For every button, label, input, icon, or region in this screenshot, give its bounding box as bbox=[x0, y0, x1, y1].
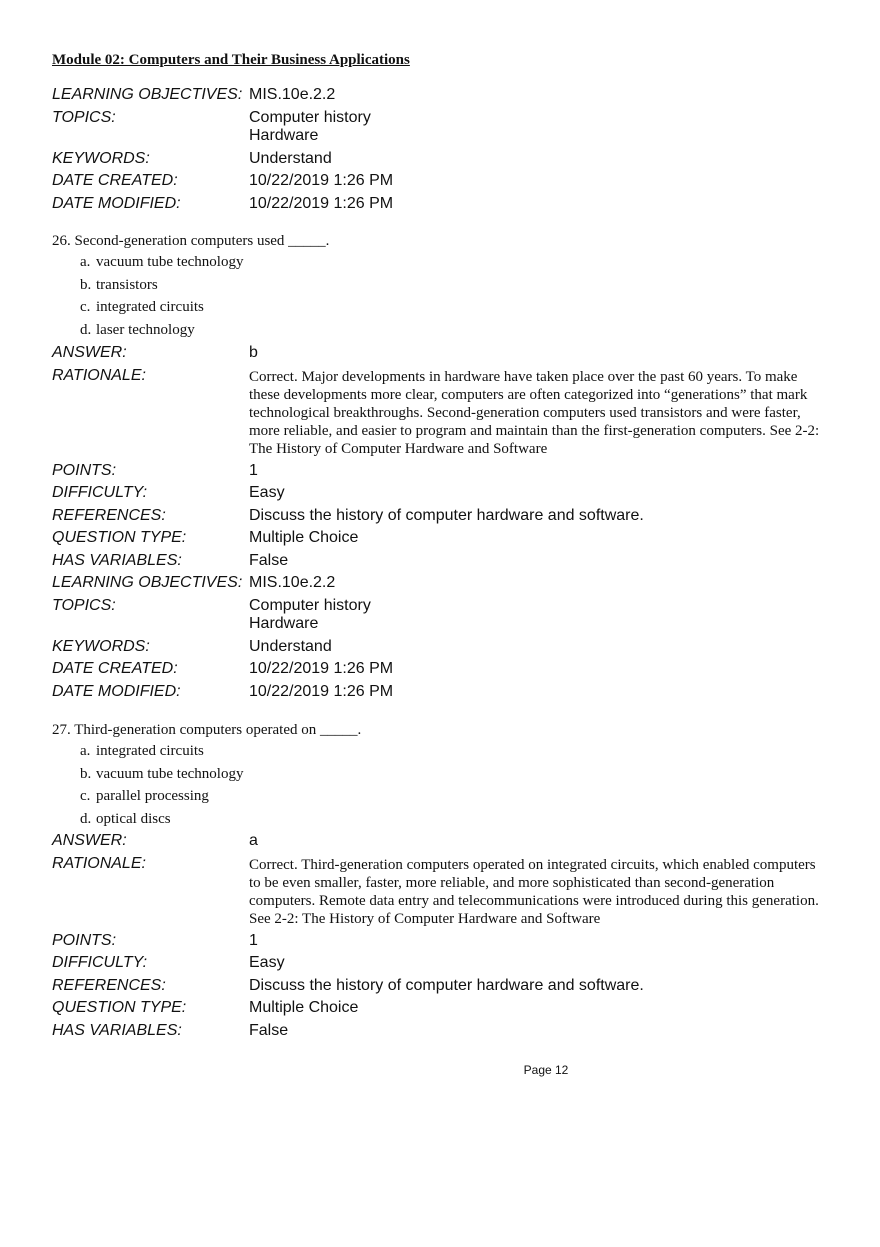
meta-value: False bbox=[249, 1021, 289, 1039]
rationale-text: Correct. Major developments in hardware have taken place over the past 60 years. To make these developments more clear, computers are often categorized into “generations” that mark technological breakthroughs. Second-generation computers used transistors and were faster, more reliable, and easier to program and maintain than the first-generation computers. See 2-2: The History of Computer Hardware and Software bbox=[249, 368, 820, 457]
meta-row-date-created bbox=[52, 170, 852, 193]
topic-item: Computer history bbox=[249, 108, 371, 126]
question-stem: 27. Third-generation computers operated on _____. bbox=[52, 722, 362, 738]
choice-b: b. transistors bbox=[80, 276, 158, 293]
meta-label: POINTS: bbox=[52, 931, 117, 949]
topic-item: Hardware bbox=[249, 126, 319, 144]
meta-row-rationale bbox=[52, 853, 852, 930]
meta-row-references bbox=[52, 975, 852, 998]
meta-value: Understand bbox=[249, 149, 332, 167]
meta-label: TOPICS: bbox=[52, 108, 116, 126]
meta-label: DATE MODIFIED: bbox=[52, 682, 181, 700]
meta-row-answer bbox=[52, 342, 852, 365]
meta-row-points bbox=[52, 930, 852, 953]
meta-label: TOPICS: bbox=[52, 596, 116, 614]
page-number: Page 12 bbox=[523, 1063, 569, 1077]
meta-row-keywords bbox=[52, 148, 852, 171]
choice-a: a. integrated circuits bbox=[80, 743, 204, 759]
meta-row-question-type bbox=[52, 527, 852, 550]
meta-value: 10/22/2019 1:26 PM bbox=[249, 682, 394, 700]
meta-label: DIFFICULTY: bbox=[52, 954, 148, 971]
question-26 bbox=[52, 231, 852, 341]
choice-d: d. laser technology bbox=[80, 321, 195, 338]
meta-label: POINTS: bbox=[52, 461, 117, 479]
rationale-text: Correct. Third-generation computers operated on integrated circuits, which enabled computers to be even smaller, faster, more reliable, and more sophisticated than second-generation computers. Remote data entry and telecommunications were introduced during this generation. See 2-2: The History of Computer Hardware and Software bbox=[249, 856, 819, 927]
meta-row-date-modified bbox=[52, 681, 852, 704]
meta-label: KEYWORDS: bbox=[52, 149, 150, 167]
answer-value: a bbox=[249, 832, 258, 849]
meta-row-points bbox=[52, 460, 852, 483]
meta-label: REFERENCES: bbox=[52, 976, 166, 994]
meta-label: DATE MODIFIED: bbox=[52, 194, 181, 212]
answer-value: b bbox=[249, 344, 258, 361]
meta-value: MIS.10e.2.2 bbox=[249, 86, 336, 103]
module-title: Module 02: Computers and Their Business Applications bbox=[52, 52, 410, 68]
meta-value: Understand bbox=[249, 637, 332, 655]
meta-label: QUESTION TYPE: bbox=[52, 999, 187, 1016]
question-27 bbox=[52, 720, 852, 830]
choice-c: c. integrated circuits bbox=[80, 299, 204, 315]
meta-value: False bbox=[249, 551, 289, 569]
meta-row-learning-objectives bbox=[52, 84, 852, 107]
meta-value bbox=[249, 107, 371, 148]
meta-row-date-modified bbox=[52, 193, 852, 216]
meta-value: Easy bbox=[249, 954, 285, 971]
meta-row-has-variables bbox=[52, 1020, 852, 1043]
meta-value: MIS.10e.2.2 bbox=[249, 574, 336, 591]
meta-label: DATE CREATED: bbox=[52, 172, 178, 189]
meta-label: HAS VARIABLES: bbox=[52, 1021, 182, 1039]
meta-label: QUESTION TYPE: bbox=[52, 529, 187, 546]
question-stem: 26. Second-generation computers used _____. bbox=[52, 233, 330, 249]
meta-label: LEARNING OBJECTIVES: bbox=[52, 86, 243, 103]
meta-label: DIFFICULTY: bbox=[52, 484, 148, 501]
meta-value: Multiple Choice bbox=[249, 529, 359, 546]
meta-row-answer bbox=[52, 830, 852, 853]
meta-row-keywords bbox=[52, 636, 852, 659]
meta-value: 10/22/2019 1:26 PM bbox=[249, 660, 394, 677]
choice-d: d. optical discs bbox=[80, 810, 171, 827]
choice-b: b. vacuum tube technology bbox=[80, 765, 244, 782]
meta-value: 1 bbox=[249, 931, 258, 949]
meta-label: DATE CREATED: bbox=[52, 660, 178, 677]
meta-row-question-type bbox=[52, 997, 852, 1020]
meta-row-topics bbox=[52, 107, 852, 148]
meta-value bbox=[249, 595, 371, 636]
meta-value: Easy bbox=[249, 484, 285, 501]
meta-label: LEARNING OBJECTIVES: bbox=[52, 574, 243, 591]
meta-value: Discuss the history of computer hardware and software. bbox=[249, 976, 644, 994]
meta-row-difficulty bbox=[52, 482, 852, 505]
meta-value: Discuss the history of computer hardware and software. bbox=[249, 506, 644, 524]
meta-row-difficulty bbox=[52, 952, 852, 975]
meta-label: HAS VARIABLES: bbox=[52, 551, 182, 569]
meta-row-date-created bbox=[52, 658, 852, 681]
meta-label: REFERENCES: bbox=[52, 506, 166, 524]
question-26-metadata bbox=[52, 342, 852, 703]
meta-label: RATIONALE: bbox=[52, 366, 146, 384]
meta-label: KEYWORDS: bbox=[52, 637, 150, 655]
meta-row-references bbox=[52, 505, 852, 528]
meta-row-has-variables bbox=[52, 550, 852, 573]
meta-label: ANSWER: bbox=[52, 832, 127, 849]
choice-c: c. parallel processing bbox=[80, 788, 209, 804]
meta-label: ANSWER: bbox=[52, 344, 127, 361]
meta-value: 10/22/2019 1:26 PM bbox=[249, 194, 394, 212]
meta-row-learning-objectives bbox=[52, 572, 852, 595]
meta-value: 10/22/2019 1:26 PM bbox=[249, 172, 394, 189]
question-25-metadata bbox=[52, 84, 852, 215]
meta-row-topics bbox=[52, 595, 852, 636]
meta-value: 1 bbox=[249, 461, 258, 479]
question-27-metadata bbox=[52, 830, 852, 1042]
meta-value: Multiple Choice bbox=[249, 999, 359, 1016]
topic-item: Hardware bbox=[249, 614, 319, 632]
choice-a: a. vacuum tube technology bbox=[80, 254, 244, 270]
meta-label: RATIONALE: bbox=[52, 854, 146, 872]
topic-item: Computer history bbox=[249, 596, 371, 614]
meta-row-rationale bbox=[52, 365, 852, 460]
